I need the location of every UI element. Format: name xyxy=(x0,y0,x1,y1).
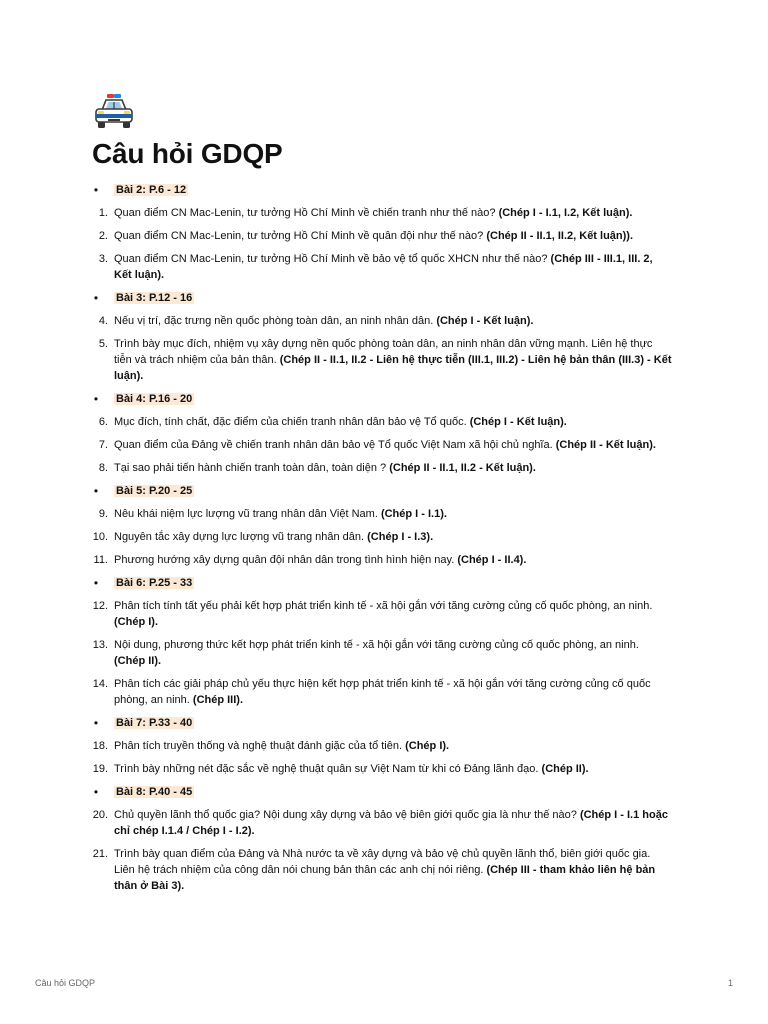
question-item xyxy=(92,552,672,568)
question-item xyxy=(92,313,672,329)
question-text: Phương hướng xây dựng quân đội nhân dân trong tình hình hiện nay. xyxy=(114,554,458,566)
question-item xyxy=(92,460,672,476)
question-item xyxy=(92,676,672,708)
question-item xyxy=(92,529,672,545)
section-heading xyxy=(92,290,672,306)
question-item xyxy=(92,205,672,221)
question-text: Phân tích tính tất yếu phải kết hợp phát triển kinh tế - xã hội gắn với tăng cường củng cố quốc phòng, an ninh. xyxy=(114,600,653,612)
question-item xyxy=(92,598,672,630)
section-heading xyxy=(92,391,672,407)
question-item xyxy=(92,846,672,894)
question-item xyxy=(92,761,672,777)
question-text: Phân tích các giải pháp chủ yếu thực hiện kết hợp phát triển kinh tế - xã hội gắn với tăng cường củng cố quốc phòng, an ninh. xyxy=(114,678,651,706)
question-text: Trình bày mục đích, nhiệm vụ xây dựng nền quốc phòng toàn dân, an ninh nhân dân vững mạnh. Liên hệ thực tiễn và trách nhiệm của bản thân. xyxy=(114,338,653,366)
question-reference: (Chép I - I.1). xyxy=(380,508,447,520)
question-reference: (Chép I - I.1, I.2, Kết luận). xyxy=(498,207,633,219)
question-text: Quan điểm của Đảng về chiến tranh nhân dân bảo vệ Tổ quốc Việt Nam xã hội chủ nghĩa. xyxy=(114,439,556,451)
question-number: 18. xyxy=(92,740,108,752)
question-number: 12. xyxy=(92,600,108,612)
bullet-marker: • xyxy=(93,392,99,406)
question-reference: (Chép II). xyxy=(541,763,589,775)
section-label: Bài 5: P.20 - 25 xyxy=(116,485,193,497)
page-number: 1 xyxy=(727,978,733,988)
question-number: 7. xyxy=(98,439,108,451)
question-number: 20. xyxy=(92,809,108,821)
question-item xyxy=(92,228,672,244)
footer-title: Câu hỏi GDQP xyxy=(35,978,96,988)
section-heading xyxy=(92,483,672,499)
section-label: Bài 8: P.40 - 45 xyxy=(116,786,193,798)
question-number: 4. xyxy=(98,315,108,327)
question-reference: (Chép I - Kết luận). xyxy=(469,416,567,428)
question-reference: (Chép I). xyxy=(114,616,158,628)
question-text: Mục đích, tính chất, đặc điểm của chiến tranh nhân dân bảo vệ Tổ quốc. xyxy=(114,416,470,428)
question-reference: (Chép I - I.1 hoặc chỉ chép I.1.4 / Chép I - I.2). xyxy=(114,809,668,837)
bullet-marker: • xyxy=(93,576,99,590)
question-number: 19. xyxy=(92,763,108,775)
question-reference: (Chép II). xyxy=(114,655,162,667)
section-label: Bài 6: P.25 - 33 xyxy=(116,577,193,589)
question-item xyxy=(92,807,672,839)
section-label: Bài 7: P.33 - 40 xyxy=(116,717,193,729)
page-title: Câu hỏi GDQP xyxy=(92,138,283,169)
question-number: 2. xyxy=(98,230,108,242)
bullet-marker: • xyxy=(93,785,99,799)
question-reference: (Chép III - III.1, III. 2, Kết luận). xyxy=(114,253,653,281)
question-reference: (Chép I - Kết luận). xyxy=(436,315,534,327)
question-text: Trình bày những nét đặc sắc về nghệ thuật quân sự Việt Nam từ khi có Đảng lãnh đạo. xyxy=(114,763,542,775)
question-number: 13. xyxy=(92,639,108,651)
question-text: Quan điểm CN Mac-Lenin, tư tưởng Hồ Chí Minh về chiến tranh như thế nào? xyxy=(114,207,499,219)
question-text: Chủ quyền lãnh thổ quốc gia? Nội dung xây dựng và bảo vệ biên giới quốc gia là như thế nào? xyxy=(114,809,580,821)
question-reference: (Chép II - Kết luận). xyxy=(555,439,656,451)
question-number: 1. xyxy=(98,207,108,219)
question-item xyxy=(92,251,672,283)
question-reference: (Chép II - II.1, II.2 - Kết luận). xyxy=(389,462,536,474)
question-text: Trình bày quan điểm của Đảng và Nhà nước ta về xây dựng và bảo vệ chủ quyền lãnh thổ, biên giới quốc gia. Liên hệ trách nhiệm của công dân nói chung bản thân các anh chị nói riêng. xyxy=(114,848,651,876)
question-number: 14. xyxy=(92,678,108,690)
section-heading xyxy=(92,784,672,800)
question-item xyxy=(92,637,672,669)
question-list xyxy=(92,182,672,894)
question-item xyxy=(92,336,672,384)
question-reference: (Chép II - II.1, II.2 - Liên hệ thực tiễn (III.1, III.2) - Liên hệ bản thân (III.3) - Kết luận). xyxy=(114,354,672,382)
question-number: 11. xyxy=(93,554,108,566)
section-label: Bài 4: P.16 - 20 xyxy=(116,393,193,405)
section-label: Bài 3: P.12 - 16 xyxy=(116,292,193,304)
question-text: Nếu vị trí, đặc trưng nền quốc phòng toàn dân, an ninh nhân dân. xyxy=(114,315,437,327)
police-car-icon xyxy=(92,92,136,136)
question-text: Tại sao phải tiến hành chiến tranh toàn dân, toàn diện ? xyxy=(114,462,390,474)
section-heading xyxy=(92,575,672,591)
question-text: Nêu khái niệm lực lượng vũ trang nhân dân Việt Nam. xyxy=(114,508,381,520)
question-text: Quan điểm CN Mac-Lenin, tư tưởng Hồ Chí Minh về bảo vệ tổ quốc XHCN như thế nào? xyxy=(114,253,551,265)
question-item xyxy=(92,414,672,430)
question-reference: (Chép III). xyxy=(192,694,244,706)
question-number: 3. xyxy=(98,253,108,265)
question-number: 21. xyxy=(92,848,108,860)
question-reference: (Chép I - II.4). xyxy=(457,554,527,566)
section-heading xyxy=(92,715,672,731)
question-reference: (Chép III - tham khảo liên hệ bản thân ở Bài 3). xyxy=(114,864,656,892)
section-label: Bài 2: P.6 - 12 xyxy=(116,184,187,196)
question-number: 8. xyxy=(98,462,108,474)
document-page xyxy=(92,92,672,901)
question-reference: (Chép I). xyxy=(405,740,450,752)
question-text: Nguyên tắc xây dựng lực lượng vũ trang nhân dân. xyxy=(114,531,368,543)
question-item xyxy=(92,738,672,754)
bullet-marker: • xyxy=(93,183,99,197)
question-text: Quan điểm CN Mac-Lenin, tư tưởng Hồ Chí Minh về quân đội như thế nào? xyxy=(114,230,487,242)
section-heading xyxy=(92,182,672,198)
bullet-marker: • xyxy=(93,291,99,305)
question-reference: (Chép I - I.3). xyxy=(367,531,434,543)
question-item xyxy=(92,437,672,453)
question-text: Nội dung, phương thức kết hợp phát triển kinh tế - xã hội gắn với tăng cường củng cố quốc phòng, an ninh. xyxy=(114,639,639,651)
question-item xyxy=(92,506,672,522)
question-text: Phân tích truyền thống và nghệ thuật đánh giặc của tổ tiên. xyxy=(114,740,406,752)
question-reference: (Chép II - II.1, II.2, Kết luận)). xyxy=(486,230,634,242)
bullet-marker: • xyxy=(93,484,99,498)
question-number: 6. xyxy=(98,416,108,428)
question-number: 10. xyxy=(92,531,108,543)
question-number: 5. xyxy=(98,338,108,350)
bullet-marker: • xyxy=(93,716,99,730)
question-number: 9. xyxy=(98,508,108,520)
